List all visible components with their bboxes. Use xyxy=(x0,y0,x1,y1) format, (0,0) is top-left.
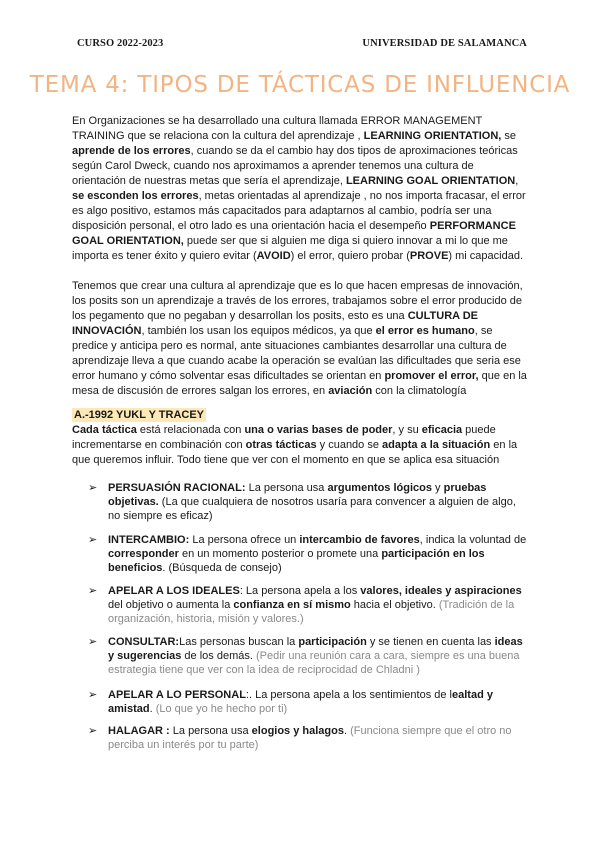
course-header: CURSO 2022-2023 xyxy=(77,38,164,49)
paragraph-error-management: En Organizaciones se ha desarrollado una cultura llamada ERROR MANAGEMENT TRAINING que se relaciona con la cultura del aprendizaje , LEARNING ORIENTATION, se aprende de los errores, cuando se da el cambio hay dos tipos de aproximaciones teóricas según Carol Dweck, cuando nos aproximamos a aprender tenemos una cultura de orientación de nuestras metas que sería el aprendizaje, LEARNING GOAL ORIENTATION, se esconden los errores, metas orientadas al aprendizaje , no nos importa fracasar, el error es algo positivo, estamos más capacitados para adaptarnos al cambio, podría ser una disposición personal, el otro lado es una orientación hacia el desempeño PERFORMANCE GOAL ORIENTATION, puede ser que si alguien me diga si quiero innovar a mi lo que me importa es tener éxito y quiero evitar (AVOID) el error, quiero probar (PROVE) mi capacidad. xyxy=(72,115,526,262)
list-item-halagar: ➢ HALAGAR : La persona usa elogios y halagos. (Funciona siempre que el otro no perciba un interés por tu parte) xyxy=(88,725,512,751)
list-item-ideales: ➢ APELAR A LOS IDEALES: La persona apela a los valores, ideales y aspiraciones del objetivo o aumenta la confianza en sí mismo hacia el objetivo. (Tradición de la organización, historia, misión y valores.) xyxy=(88,585,522,625)
arrow-bullet-icon: ➢ xyxy=(88,482,98,494)
paragraph-innovation-culture: Tenemos que crear una cultura al aprendizaje que es lo que hacen empresas de innovación, los posits son un aprendizaje a través de los errores, trabajamos sobre el error producido de los pegamento que no pegaban y desarrollan los posits, esto es una CULTURA DE INNOVACIÓN, también los usan los equipos médicos, ya que el error es humano, se predice y anticipa pero es normal, ante situaciones cambiantes desarrollar una cultura de aprendizaje lleva a que cuando acabe la operación se evalúan las dificultades que seria ese error humano y cómo solventar esas dificultades se orientan en promover el error, que en la mesa de discusión de errores salgan los errores, en aviación con la climatología xyxy=(72,280,527,397)
list-item-personal: ➢ APELAR A LO PERSONAL:. La persona apela a los sentimientos de lealtad y amistad. (Lo que yo he hecho por ti) xyxy=(88,689,493,715)
arrow-bullet-icon: ➢ xyxy=(88,725,98,737)
list-item-intercambio: ➢ INTERCAMBIO: La persona ofrece un intercambio de favores, indica la voluntad de corresponder en un momento posterior o promete una participación en los beneficios. (Búsqueda de consejo) xyxy=(88,534,527,574)
arrow-bullet-icon: ➢ xyxy=(88,585,98,597)
list-item-consultar: ➢ CONSULTAR:Las personas buscan la participación y se tienen en cuenta las ideas y sugerencias de los demás. (Pedir una reunión cara a cara, siempre es una buena estrategia tiene que ver con la idea de reciprocidad de Chladni ) xyxy=(88,636,523,676)
list-item-persuasion: ➢ PERSUASIÓN RACIONAL: La persona usa argumentos lógicos y pruebas objetivas. (La que cualquiera de nosotros usaría para convencer a alguien de algo, no siempre es eficaz) xyxy=(88,482,516,522)
arrow-bullet-icon: ➢ xyxy=(88,636,98,648)
arrow-bullet-icon: ➢ xyxy=(88,534,98,546)
section-intro: Cada táctica está relacionada con una o varias bases de poder, y su eficacia puede incrementarse en combinación con otras tácticas y cuando se adapta a la situación en la que queremos influir. Todo tiene que ver con el momento en que se aplica esa situación xyxy=(72,424,518,466)
arrow-bullet-icon: ➢ xyxy=(88,689,98,701)
section-heading: A.-1992 YUKL Y TRACEY xyxy=(74,409,205,421)
university-header: UNIVERSIDAD DE SALAMANCA xyxy=(362,38,527,49)
page-title: TEMA 4: TIPOS DE TÁCTICAS DE INFLUENCIA xyxy=(29,72,571,98)
